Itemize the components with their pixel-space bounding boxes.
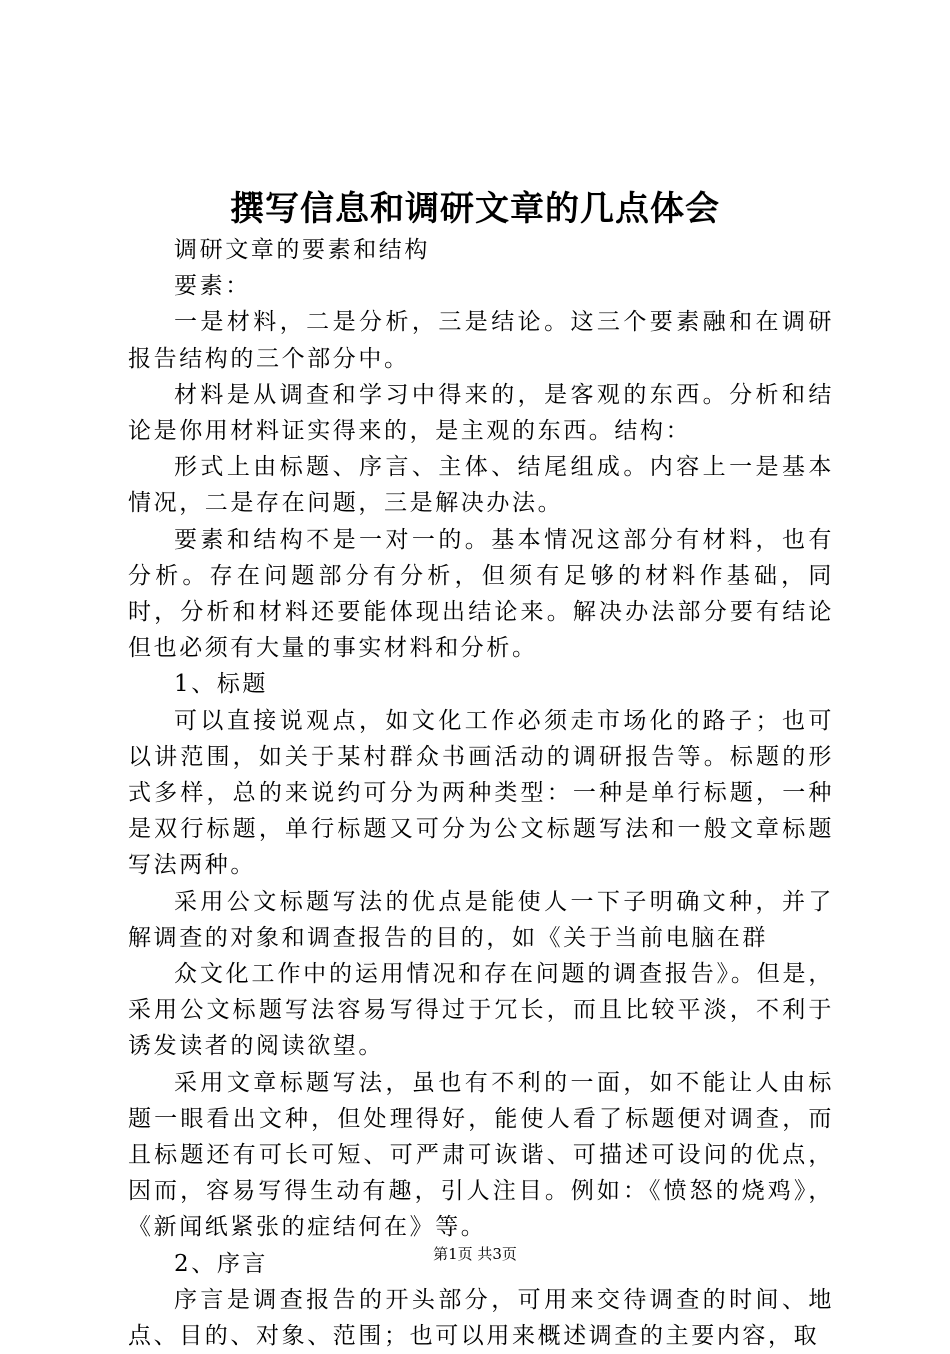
paragraph: 要素： [174,273,251,300]
paragraph: 采用文章标题写法，虽也有不利的一面，如不能让人由标题一眼看出文种，但处理得好，能使人看了标题便对调查，而且标题还有可长可短、可严肃可诙谐、可描述可设问的优点，因而，容易写得生动有趣，引人注目。例如：《愤怒的烧鸡》，《新闻纸紧张的症结何在》等。 [128,1069,834,1241]
document-title: 撰写信息和调研文章的几点体会 [230,189,720,229]
paragraph: 一是材料，二是分析，三是结论。这三个要素融和在调研报告结构的三个部分中。 [128,309,834,372]
paragraph: 可以直接说观点，如文化工作必须走市场化的路子；也可以讲范围，如关于某村群众书画活动的调研报告等。标题的形式多样，总的来说约可分为两种类型：一种是单行标题，一种是双行标题，单行标题又可分为公文标题写法和一般文章标题写法两种。 [128,707,834,879]
section-heading: 2、序言 [174,1250,269,1277]
paragraph: 材料是从调查和学习中得来的，是客观的东西。分析和结论是你用材料证实得来的，是主观的东西。结构： [128,381,834,445]
paragraph: 众文化工作中的运用情况和存在问题的调查报告》。但是，采用公文标题写法容易写得过于冗长，而且比较平淡，不利于诱发读者的阅读欲望。 [128,961,834,1060]
document-body [128,232,834,1354]
section-heading: 调研文章的要素和结构 [174,237,430,263]
section-heading: 1、标题 [174,671,269,698]
page-footer: 第1页 共3页 [433,1245,517,1263]
paragraph: 形式上由标题、序言、主体、结尾组成。内容上一是基本情况，二是存在问题，三是解决办法。 [128,454,834,517]
paragraph: 采用公文标题写法的优点是能使人一下子明确文种，并了解调查的对象和调查报告的目的，如《关于当前电脑在群 [128,888,834,951]
paragraph: 序言是调查报告的开头部分，可用来交待调查的时间、地点、目的、对象、范围；也可以用来概述调查的主要内容，取 [128,1286,834,1350]
paragraph: 要素和结构不是一对一的。基本情况这部分有材料，也有分析。存在问题部分有分析，但须有足够的材料作基础，同时，分析和材料还要能体现出结论来。解决办法部分要有结论但也必须有大量的事实材料和分析。 [128,526,834,662]
